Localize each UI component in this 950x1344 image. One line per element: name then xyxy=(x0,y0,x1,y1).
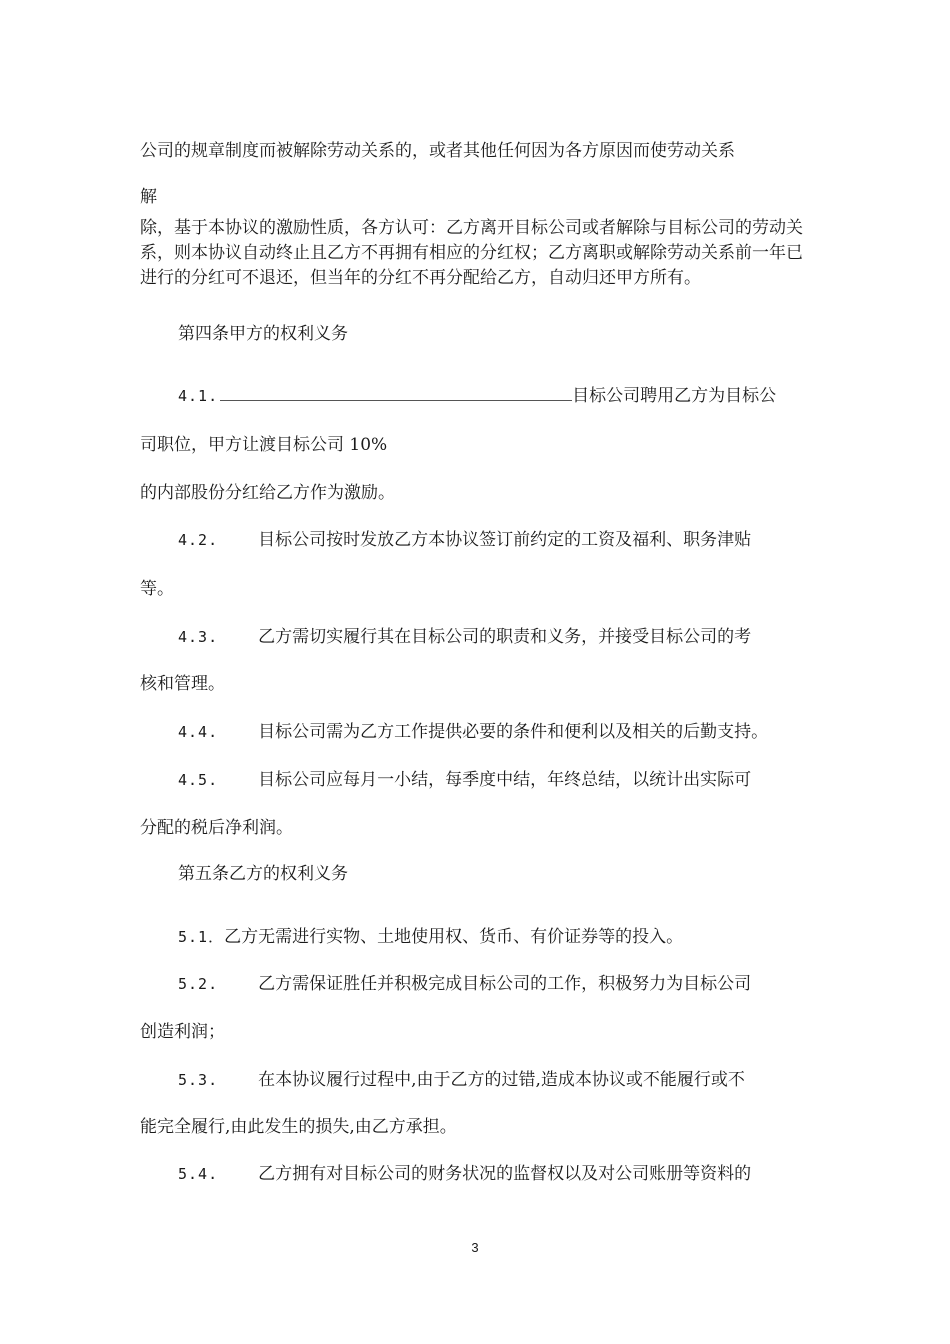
clause-5-3 xyxy=(178,1068,745,1092)
page-number: 3 xyxy=(471,1240,479,1255)
article-4-heading: 第四条甲方的权利义务 xyxy=(178,324,348,344)
clause-number: 5.3. xyxy=(178,1071,219,1089)
clause-text: 在本协议履行过程中,由于乙方的过错,造成本协议或不能履行或不 xyxy=(258,1070,745,1090)
clause-number: 5.4. xyxy=(178,1165,219,1183)
clause-text: 目标公司按时发放乙方本协议签订前约定的工资及福利、职务津贴 xyxy=(258,530,752,550)
clause-text: 乙方拥有对目标公司的财务状况的监督权以及对公司账册等资料的 xyxy=(258,1164,752,1184)
clause-text: 乙方需保证胜任并积极完成目标公司的工作，积极努力为目标公司 xyxy=(258,974,752,994)
clause-number: 4.2. xyxy=(178,531,219,549)
clause-number: 4.1. xyxy=(178,387,219,405)
blank-fill-line xyxy=(220,386,572,401)
clause-4-3 xyxy=(178,625,751,649)
paragraph: 除，基于本协议的激励性质，各方认可：乙方离开目标公司或者解除与目标公司的劳动关系，则本协议自动终止且乙方不再拥有相应的分红权；乙方离职或解除劳动关系前一年已进行的分红可不退还，但当年的分红不再分配给乙方，自动归还甲方所有。 xyxy=(140,218,803,288)
text-line: 核和管理。 xyxy=(140,674,225,694)
text-line: 创造利润； xyxy=(140,1022,225,1042)
clause-4-4 xyxy=(178,720,768,744)
clause-4-5 xyxy=(178,768,751,792)
text-line: 公司的规章制度而被解除劳动关系的，或者其他任何因为各方原因而使劳动关系 xyxy=(140,141,735,161)
text-line: 司职位，甲方让渡目标公司 10% xyxy=(140,435,388,455)
clause-number: 4.4. xyxy=(178,723,219,741)
clause-number: 5.1． xyxy=(178,928,225,946)
clause-number: 5.2. xyxy=(178,975,219,993)
text-line: 分配的税后净利润。 xyxy=(140,818,293,838)
clause-number: 4.3. xyxy=(178,628,219,646)
clause-5-4 xyxy=(178,1162,751,1186)
clause-text: 目标公司需为乙方工作提供必要的条件和便利以及相关的后勤支持。 xyxy=(258,722,769,742)
text-line: 等。 xyxy=(140,579,174,599)
clause-5-2 xyxy=(178,972,751,996)
clause-text: 乙方需切实履行其在目标公司的职责和义务，并接受目标公司的考 xyxy=(258,627,752,647)
article-5-heading: 第五条乙方的权利义务 xyxy=(178,864,348,884)
clause-number: 4.5. xyxy=(178,771,219,789)
clause-5-1 xyxy=(178,925,683,949)
text-line: 能完全履行,由此发生的损失,由乙方承担。 xyxy=(140,1117,457,1137)
clause-text: 目标公司应每月一小结，每季度中结，年终总结，以统计出实际可 xyxy=(258,770,752,790)
clause-4-1 xyxy=(178,384,776,408)
text-line: 的内部股份分红给乙方作为激励。 xyxy=(140,483,395,503)
clause-4-2 xyxy=(178,528,751,552)
clause-text: 乙方无需进行实物、土地使用权、货币、有价证券等的投入。 xyxy=(224,927,684,947)
clause-text: 目标公司聘用乙方为目标公 xyxy=(572,386,777,406)
text-line: 解 xyxy=(140,187,157,207)
